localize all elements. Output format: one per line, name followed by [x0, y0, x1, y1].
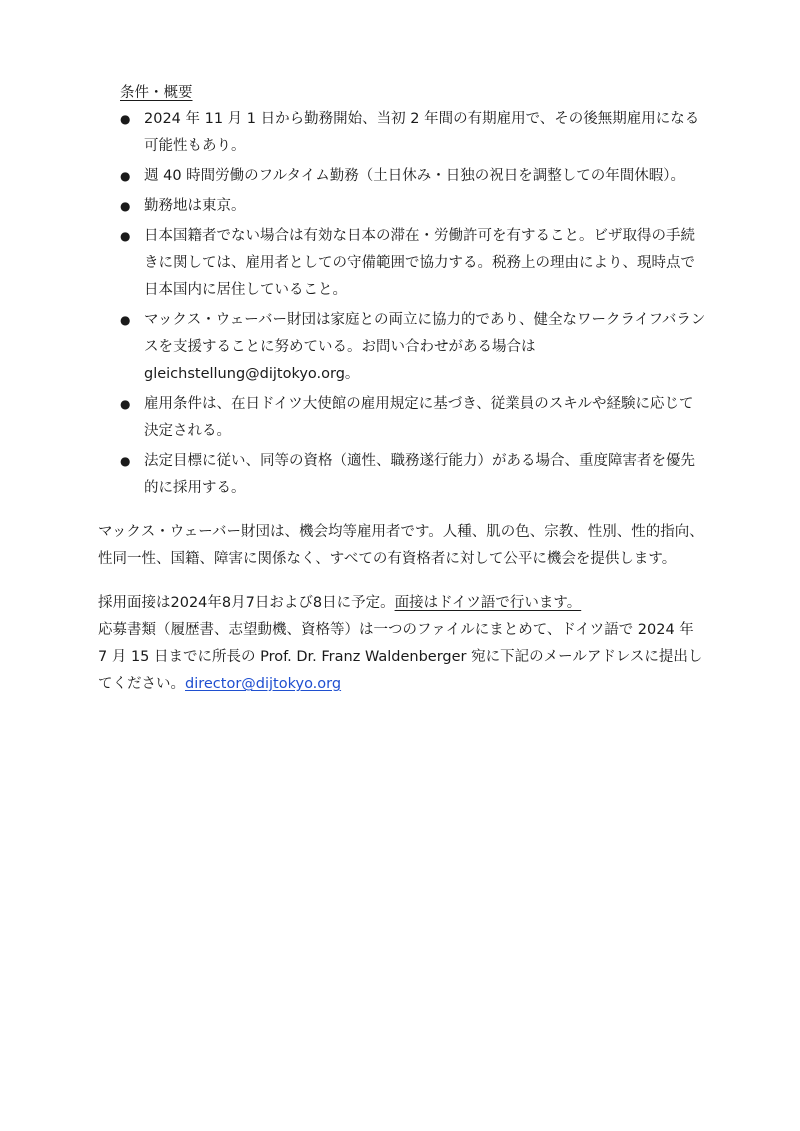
condition-text: 勤務地は東京。 [144, 198, 246, 214]
condition-text: 法定目標に従い、同等の資格（適性、職務遂行能力）がある場合、重度障害者を優先的に採用する。 [144, 453, 695, 496]
condition-item [98, 391, 706, 445]
application-paragraph [98, 617, 706, 698]
condition-text: マックス・ウェーバー財団は家庭との両立に協力的であり、健全なワークライフバランスを支援することに努めている。お問い合わせがある場合は gleichstellung@dijtokyo.org。 [144, 312, 706, 382]
condition-item [98, 223, 706, 304]
bullet-icon: ● [120, 199, 131, 213]
bullet-icon: ● [120, 313, 131, 327]
director-email-link[interactable]: director@dijtokyo.org [185, 676, 342, 692]
interview-language: 面接はドイツ語で行います。 [394, 595, 582, 611]
bullet-icon: ● [120, 169, 131, 183]
document-content [98, 80, 706, 698]
condition-text: 2024 年 11 月 1 日から勤務開始、当初 2 年間の有期雇用で、その後無期雇用になる可能性もあり。 [144, 111, 700, 154]
condition-item [98, 163, 706, 190]
condition-item [98, 106, 706, 160]
condition-item [98, 307, 706, 388]
interview-paragraph [98, 590, 706, 617]
condition-text: 日本国籍者でない場合は有効な日本の滞在・労働許可を有すること。ビザ取得の手続きに関しては、雇用者としての守備範囲で協力する。税務上の理由により、現時点で日本国内に居住していること。 [144, 228, 695, 298]
bullet-icon: ● [120, 454, 131, 468]
bullet-icon: ● [120, 229, 131, 243]
conditions-heading: 条件・概要 [120, 85, 193, 101]
condition-item [98, 193, 706, 220]
bullet-icon: ● [120, 397, 131, 411]
bullet-icon: ● [120, 112, 131, 126]
application-text: 応募書類（履歴書、志望動機、資格等）は一つのファイルにまとめて、ドイツ語で 2024 年 7 月 15 日までに所長の Prof. Dr. Franz Waldenberger 宛に下記のメールアドレスに提出してください。 [98, 622, 703, 692]
interview-schedule: 採用面接は2024年8月7日および8日に予定。 [98, 595, 395, 611]
condition-item [98, 448, 706, 502]
condition-text: 雇用条件は、在日ドイツ大使館の雇用規定に基づき、従業員のスキルや経験に応じて決定される。 [144, 396, 694, 439]
conditions-list [98, 106, 706, 502]
condition-text: 週 40 時間労働のフルタイム勤務（土日休み・日独の祝日を調整しての年間休暇）。 [144, 168, 685, 184]
equal-opportunity-statement: マックス・ウェーバー財団は、機会均等雇用者です。人種、肌の色、宗教、性別、性的指向、性同一性、国籍、障害に関係なく、すべての有資格者に対して公平に機会を提供します。 [98, 524, 704, 567]
